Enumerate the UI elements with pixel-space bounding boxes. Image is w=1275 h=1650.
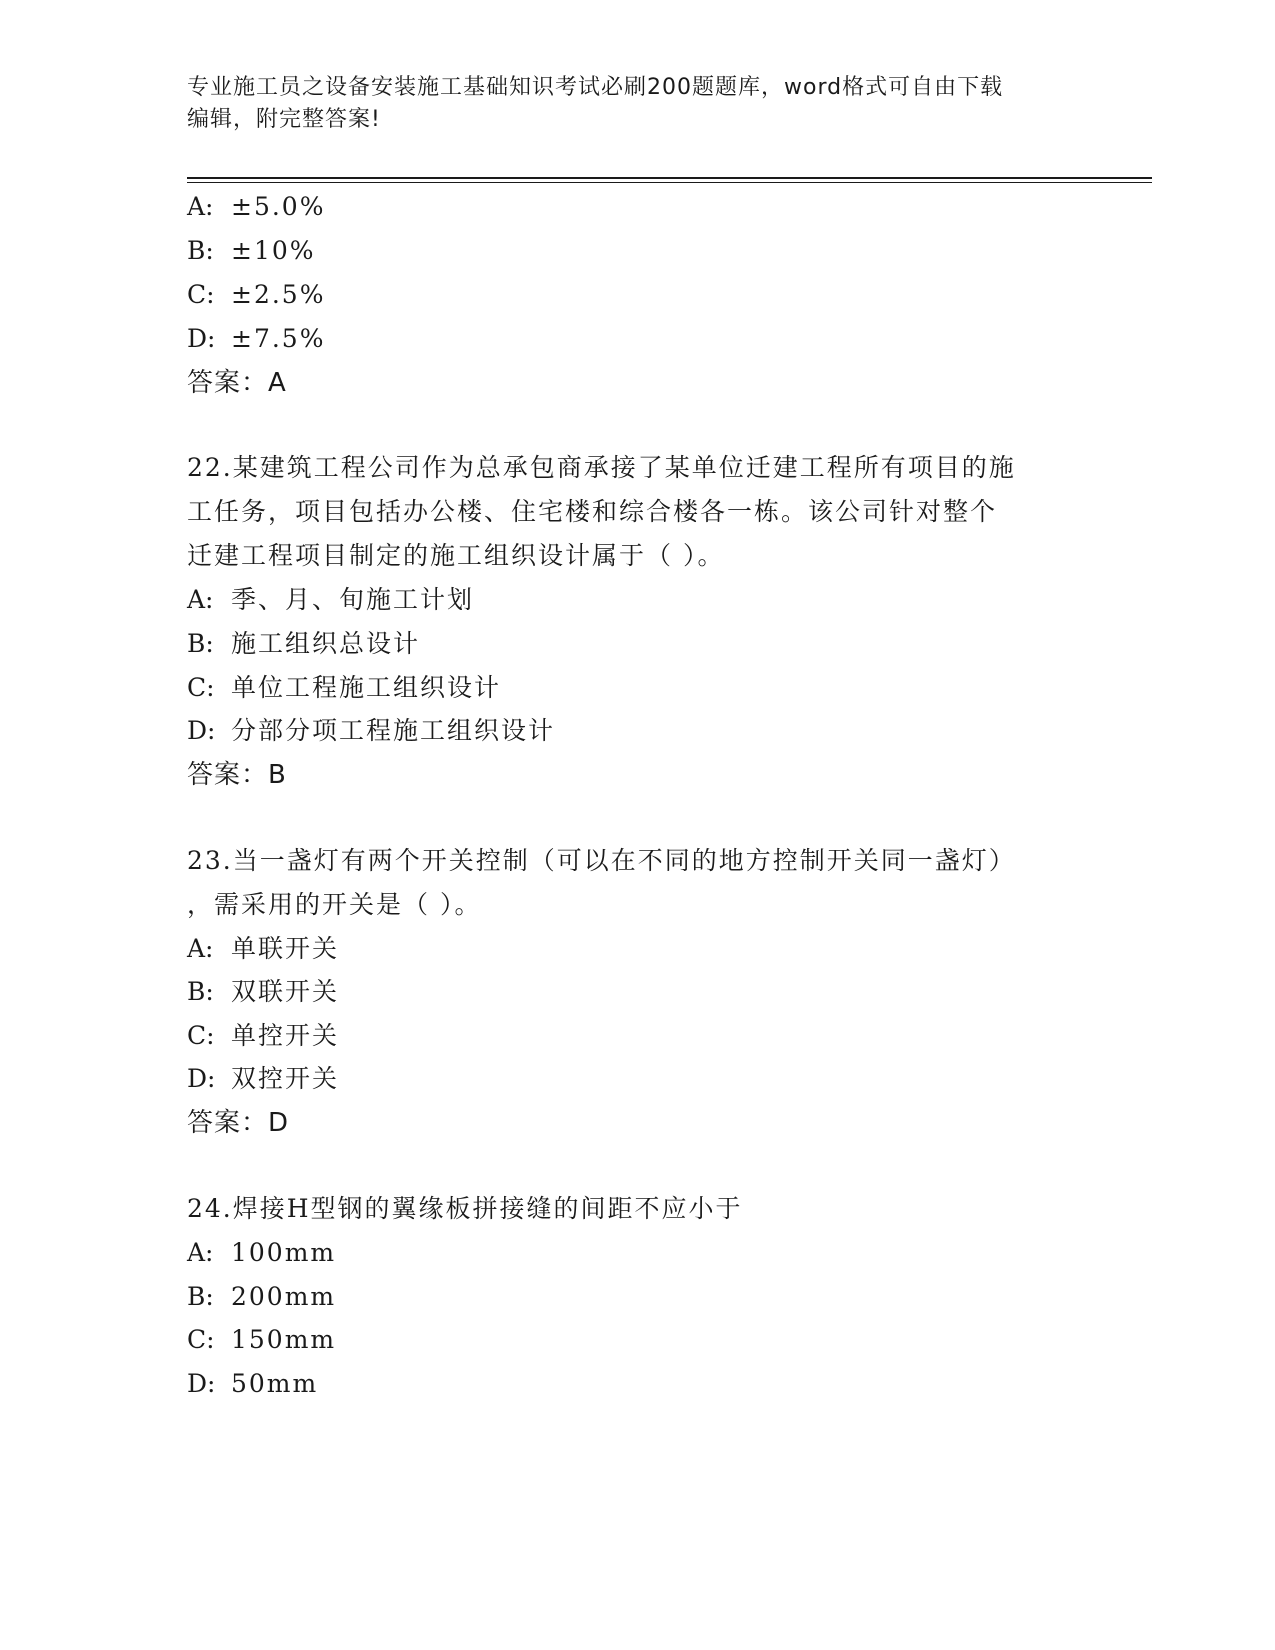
q23-option-b-text: 双联开关 [231, 977, 340, 1006]
header-divider-thick [187, 177, 1152, 179]
q22-option-d-text: 分部分项工程施工组织设计 [231, 716, 556, 745]
header-line-1: 专业施工员之设备安装施工基础知识考试必刷200题题库，word格式可自由下载 [187, 75, 1004, 100]
q24-option-a-label: A: [187, 1238, 214, 1267]
q23-option-c-text: 单控开关 [231, 1021, 340, 1050]
q21-option-c [187, 278, 1087, 312]
q22-option-b-label: B: [187, 629, 214, 658]
q22-option-c [187, 671, 1087, 705]
q22-stem-line-1: 22.某建筑工程公司作为总承包商承接了某单位迁建工程所有项目的施 [187, 453, 1016, 482]
q22-option-a-label: A: [187, 585, 214, 614]
q22-stem-line-3: 迁建工程项目制定的施工组织设计属于（ ）。 [187, 541, 725, 570]
q24-option-d-text: 50mm [231, 1369, 319, 1398]
q21-option-a-label: A: [187, 192, 214, 221]
q21-option-b [187, 234, 1087, 268]
q23-option-a-label: A: [187, 934, 214, 963]
q23-option-c [187, 1019, 1087, 1053]
document-header [187, 72, 1087, 136]
q22-option-b [187, 627, 1087, 661]
q22-option-d [187, 714, 1087, 748]
q22-stem-line-2: 工任务，项目包括办公楼、住宅楼和综合楼各一栋。该公司针对整个 [187, 497, 998, 526]
q22-option-c-text: 单位工程施工组织设计 [231, 673, 502, 702]
q22-option-c-label: C: [187, 673, 215, 702]
q21-option-a [187, 190, 1087, 224]
q21-option-a-text: ±5.0% [231, 192, 326, 221]
q21-option-b-text: ±10% [231, 236, 316, 265]
q24-option-a [187, 1236, 1087, 1270]
q24-option-c [187, 1323, 1087, 1357]
q24-option-d-label: D: [187, 1369, 216, 1398]
q23-option-d-text: 双控开关 [231, 1064, 340, 1093]
q23-stem-line-1: 23.当一盏灯有两个开关控制（可以在不同的地方控制开关同一盏灯） [187, 846, 1016, 875]
q24-option-d [187, 1367, 1087, 1401]
q22-option-a [187, 583, 1087, 617]
q21-answer: 答案：A [187, 368, 287, 398]
q21-option-b-label: B: [187, 236, 214, 265]
q21-option-d-text: ±7.5% [231, 324, 326, 353]
q23-option-d-label: D: [187, 1064, 216, 1093]
q23-option-b [187, 975, 1087, 1009]
q23-stem-line-2: ，需采用的开关是（ ）。 [187, 890, 482, 919]
q21-option-d [187, 322, 1087, 356]
q24-option-a-text: 100mm [231, 1238, 337, 1267]
q21-option-d-label: D: [187, 324, 216, 353]
q24-option-b-label: B: [187, 1282, 214, 1311]
q22-option-d-label: D: [187, 716, 216, 745]
header-line-2: 编辑，附完整答案! [187, 107, 381, 132]
q24-stem-line-1: 24.焊接H型钢的翼缘板拼接缝的间距不应小于 [187, 1194, 743, 1223]
q21-option-c-text: ±2.5% [231, 280, 326, 309]
q24-option-b [187, 1280, 1087, 1314]
header-divider-thin [187, 182, 1152, 183]
q24-option-c-text: 150mm [231, 1325, 337, 1354]
q21-option-c-label: C: [187, 280, 215, 309]
q22-option-a-text: 季、月、旬施工计划 [231, 585, 475, 614]
q23-answer: 答案：D [187, 1108, 290, 1138]
q24-option-b-text: 200mm [231, 1282, 337, 1311]
q22-answer: 答案：B [187, 760, 287, 790]
q22-option-b-text: 施工组织总设计 [231, 629, 421, 658]
q23-option-b-label: B: [187, 977, 214, 1006]
q24-option-c-label: C: [187, 1325, 215, 1354]
q23-option-c-label: C: [187, 1021, 215, 1050]
q23-option-a-text: 单联开关 [231, 934, 340, 963]
q23-option-d [187, 1062, 1087, 1096]
q23-option-a [187, 932, 1087, 966]
